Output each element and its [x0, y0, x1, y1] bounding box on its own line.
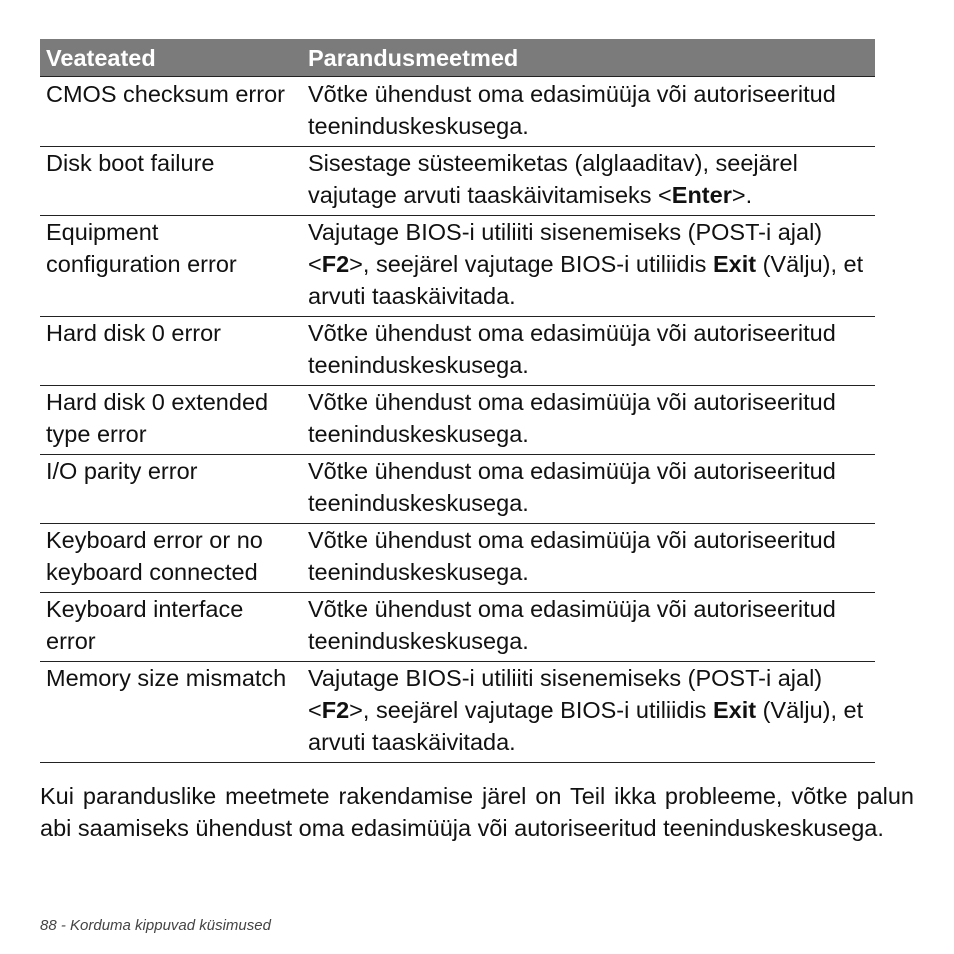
corrective-action-cell [302, 662, 875, 763]
action-text: >, seejärel vajutage BIOS-i utiliidis [349, 697, 713, 723]
key-name-bold: F2 [321, 697, 350, 723]
table-row [40, 593, 875, 662]
error-message-cell: Disk boot failure [40, 147, 302, 216]
corrective-action-cell [302, 317, 875, 386]
corrective-action-cell [302, 455, 875, 524]
corrective-action-cell [302, 147, 875, 216]
action-text: >. [731, 182, 753, 208]
action-text: Võtke ühendust oma edasimüüja või autoriseeritud teeninduskeskusega. [308, 596, 836, 654]
table-row [40, 455, 875, 524]
error-messages-table [40, 39, 875, 763]
action-text: Sisestage süsteemiketas (alglaaditav), seejärel vajutage arvuti taaskäivitamiseks < [308, 150, 798, 208]
action-text: Võtke ühendust oma edasimüüja või autoriseeritud teeninduskeskusega. [308, 389, 836, 447]
table-body [40, 77, 875, 763]
action-text: Võtke ühendust oma edasimüüja või autoriseeritud teeninduskeskusega. [308, 458, 836, 516]
corrective-action-cell [302, 593, 875, 662]
key-name-bold: Exit [712, 697, 757, 723]
error-message-cell: Keyboard error or no keyboard connected [40, 524, 302, 593]
error-message-cell: Memory size mismatch [40, 662, 302, 763]
page-content [40, 39, 876, 763]
column-header-action: Parandusmeetmed [302, 39, 875, 77]
error-message-cell: Equipment configuration error [40, 216, 302, 317]
corrective-action-cell [302, 77, 875, 147]
corrective-action-cell [302, 386, 875, 455]
error-message-cell: Hard disk 0 extended type error [40, 386, 302, 455]
table-header-row [40, 39, 875, 77]
corrective-action-cell [302, 524, 875, 593]
key-name-bold: Exit [712, 251, 757, 277]
table-row [40, 317, 875, 386]
action-text: (Välju), et arvuti taaskäivitada. [308, 697, 864, 755]
action-text: >, seejärel vajutage BIOS-i utiliidis [349, 251, 713, 277]
action-text: Vajutage BIOS-i utiliiti sisenemiseks (POST-i ajal) < [308, 219, 823, 277]
action-text: Vajutage BIOS-i utiliiti sisenemiseks (POST-i ajal) < [308, 665, 823, 723]
column-header-error: Veateated [40, 39, 302, 77]
table-row [40, 524, 875, 593]
closing-paragraph: Kui paranduslike meetmete rakendamise järel on Teil ikka probleeme, võtke palun abi saamiseks ühendust oma edasimüüja või autoriseeritud teeninduskeskusega. [40, 783, 914, 841]
error-message-cell: Hard disk 0 error [40, 317, 302, 386]
action-text: Võtke ühendust oma edasimüüja või autoriseeritud teeninduskeskusega. [308, 320, 836, 378]
key-name-bold: F2 [321, 251, 350, 277]
table-row [40, 147, 875, 216]
table-row [40, 216, 875, 317]
action-text: Võtke ühendust oma edasimüüja või autoriseeritud teeninduskeskusega. [308, 81, 836, 139]
table-row [40, 77, 875, 147]
table-row [40, 386, 875, 455]
corrective-action-cell [302, 216, 875, 317]
error-message-cell: I/O parity error [40, 455, 302, 524]
action-text: (Välju), et arvuti taaskäivitada. [308, 251, 864, 309]
key-name-bold: Enter [671, 182, 732, 208]
page-footer: 88 - Korduma kippuvad küsimused [40, 917, 271, 934]
error-message-cell: Keyboard interface error [40, 593, 302, 662]
error-message-cell: CMOS checksum error [40, 77, 302, 147]
action-text: Võtke ühendust oma edasimüüja või autoriseeritud teeninduskeskusega. [308, 527, 836, 585]
table-row [40, 662, 875, 763]
